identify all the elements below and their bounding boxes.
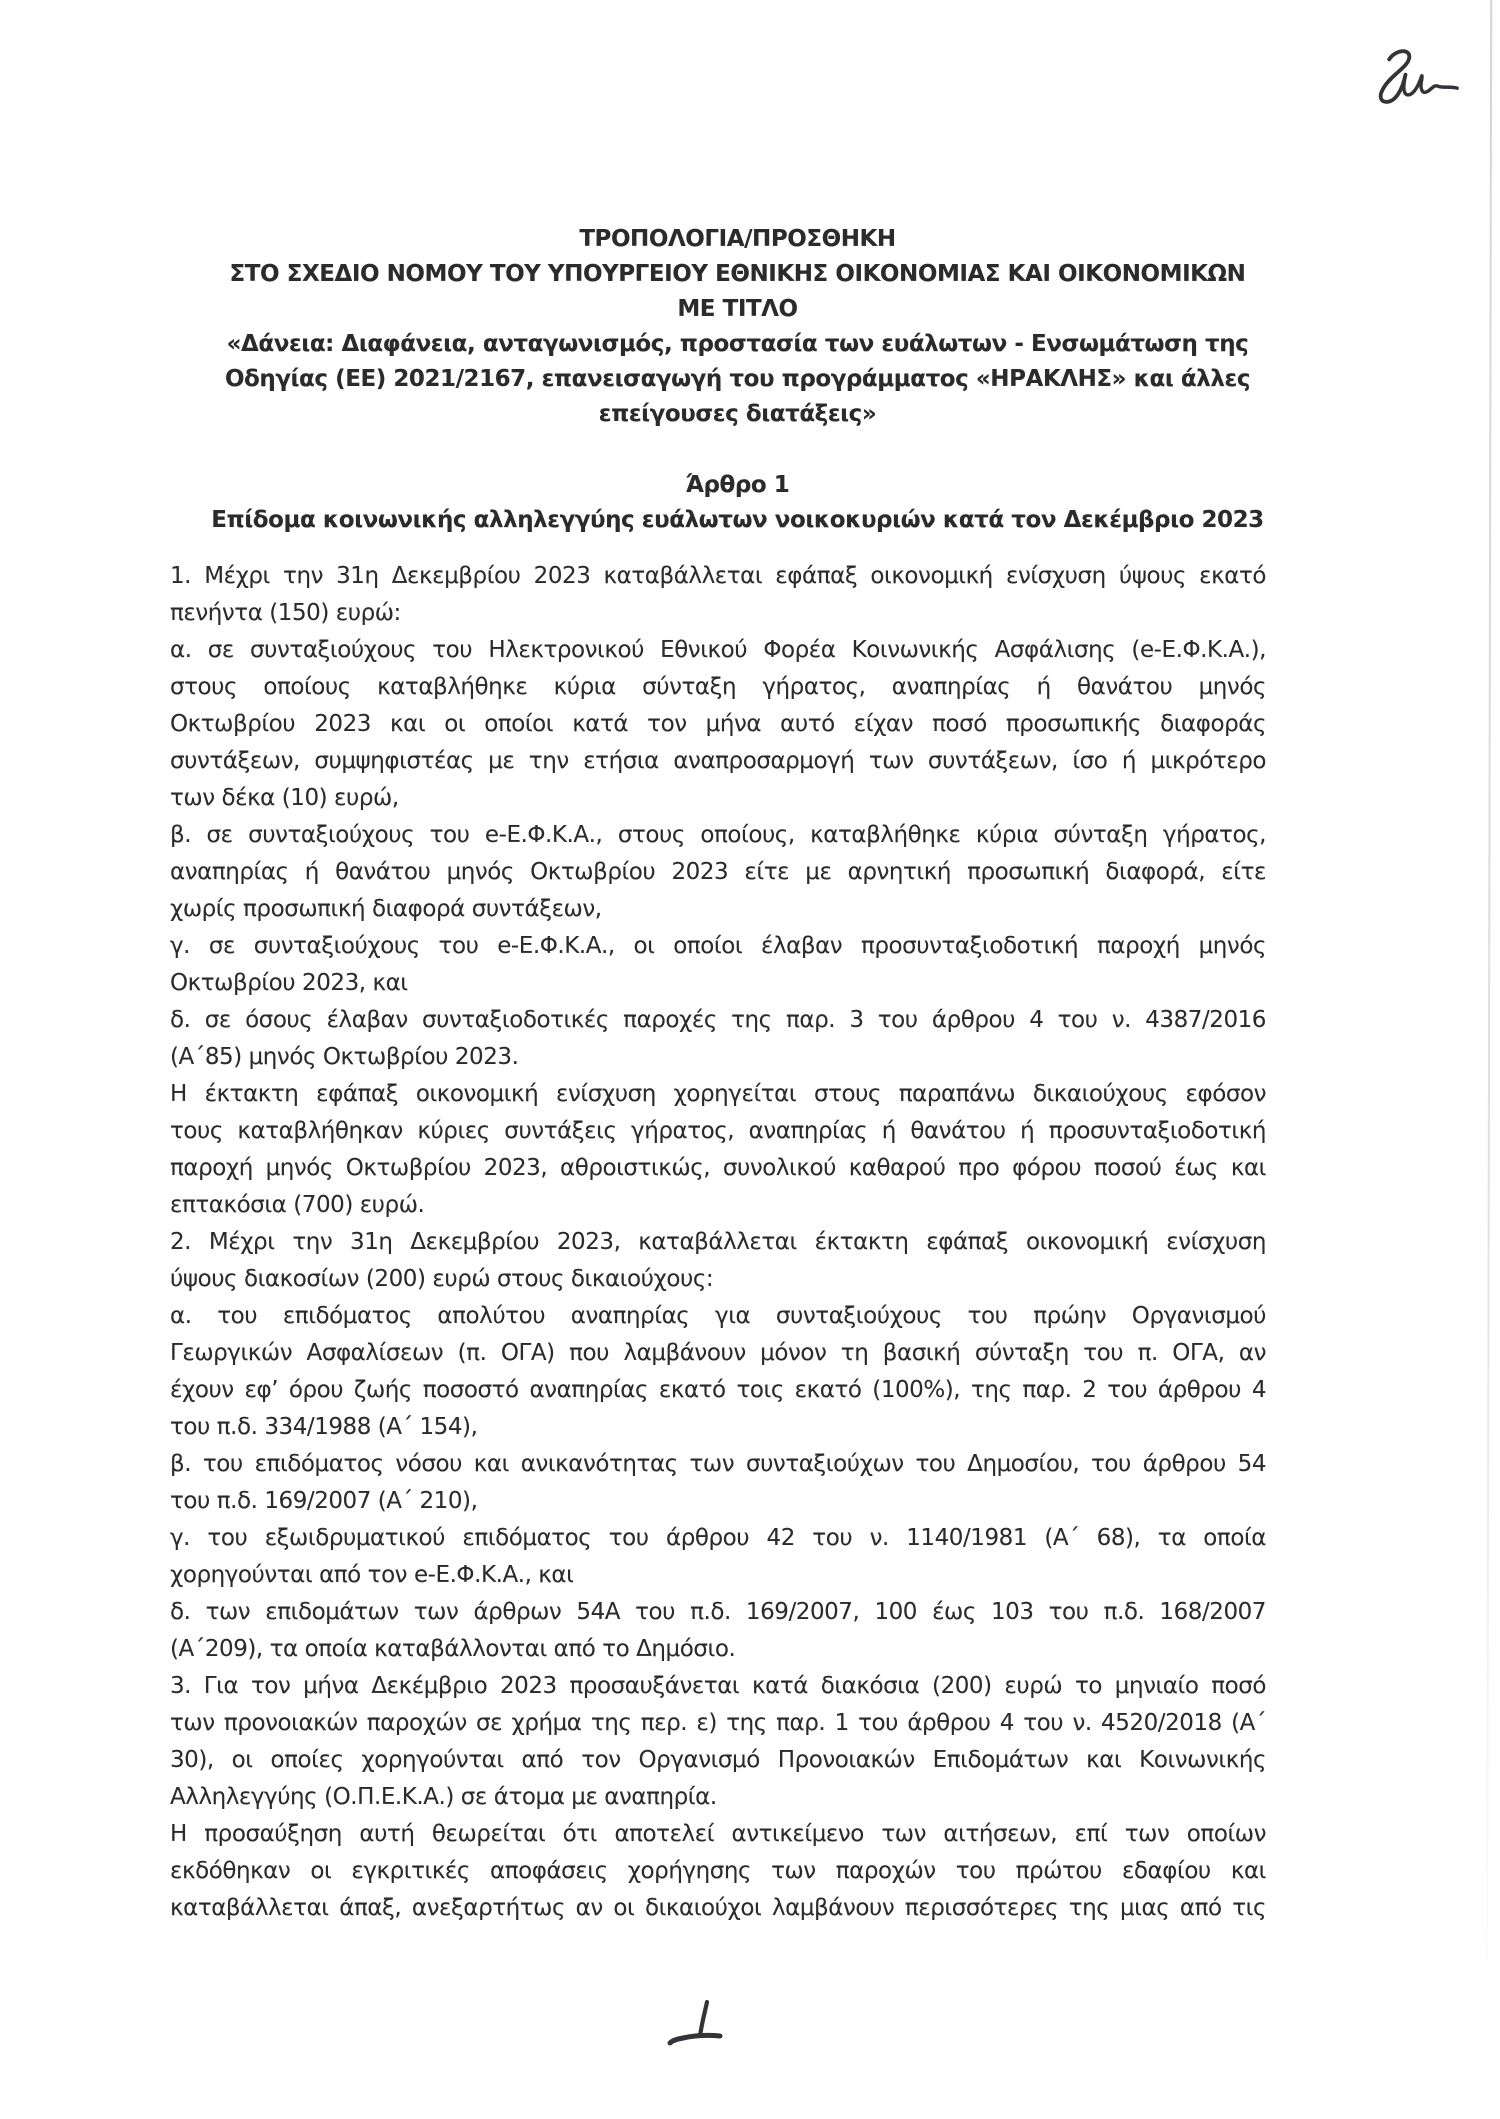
- article-title: Επίδομα κοινωνικής αλληλεγγύης ευάλωτων νοικοκυριών κατά τον Δεκέμβριο 2023: [211, 507, 1264, 533]
- body-text-line: πενήντα (150) ευρώ:: [170, 600, 401, 626]
- body-text-line: 3. Για τον μήνα Δεκέμβριο 2023 προσαυξάνεται κατά διακόσια (200) ευρώ το μηνιαίο ποσό: [170, 1673, 1266, 1699]
- document-title-block: [150, 222, 1325, 432]
- body-text-line: 2. Μέχρι την 31η Δεκεμβρίου 2023, καταβάλλεται έκτακτη εφάπαξ οικονομική ενίσχυση: [170, 1229, 1266, 1255]
- body-text-line: α. του επιδόματος απολύτου αναπηρίας για συνταξιούχους του πρώην Οργανισμού: [170, 1303, 1266, 1329]
- title-line: Οδηγίας (ΕΕ) 2021/2167, επανεισαγωγή του προγράμματος «ΗΡΑΚΛΗΣ» και άλλες: [224, 366, 1251, 392]
- body-text-line: συντάξεων, συμψηφιστέας με την ετήσια αναπροσαρμογή των συντάξεων, ίσο ή μικρότερο: [170, 748, 1266, 774]
- title-line: ΜΕ ΤΙΤΛΟ: [677, 296, 798, 322]
- body-text-line: Αλληλεγγύης (Ο.Π.Ε.Κ.Α.) σε άτομα με αναπηρία.: [170, 1784, 717, 1810]
- body-text-line: έχουν εφ’ όρου ζωής ποσοστό αναπηρίας εκατό τοις εκατό (100%), της παρ. 2 του άρθρου 4: [170, 1377, 1266, 1403]
- title-line: «Δάνεια: Διαφάνεια, ανταγωνισμός, προστασία των ευάλωτων - Ενσωμάτωση της: [226, 331, 1249, 357]
- body-text-line: των προνοιακών παροχών σε χρήμα της περ. ε) της παρ. 1 του άρθρου 4 του ν. 4520/2018 (Α΄: [170, 1710, 1266, 1736]
- article-body-text: [170, 558, 1266, 1927]
- body-text-line: 30), οι οποίες χορηγούνται από τον Οργανισμό Προνοιακών Επιδομάτων και Κοινωνικής: [170, 1747, 1266, 1773]
- handwritten-initials-icon: [1368, 46, 1464, 113]
- body-text-line: (Α΄209), τα οποία καταβάλλονται από το Δημόσιο.: [170, 1636, 736, 1662]
- body-text-line: του π.δ. 169/2007 (Α΄ 210),: [170, 1488, 478, 1514]
- body-text-line: γ. σε συνταξιούχους του e-Ε.Φ.Κ.Α., οι οποίοι έλαβαν προσυνταξιοδοτική παροχή μηνός: [170, 933, 1266, 959]
- scan-artifact-line: [1486, 0, 1492, 2110]
- body-text-line: στους οποίους καταβλήθηκε κύρια σύνταξη γήρατος, αναπηρίας ή θανάτου μηνός: [170, 674, 1266, 700]
- title-line: ΤΡΟΠΟΛΟΓΙΑ/ΠΡΟΣΘΗΚΗ: [579, 226, 896, 252]
- body-text-line: επτακόσια (700) ευρώ.: [170, 1192, 425, 1218]
- body-text-line: Η προσαύξηση αυτή θεωρείται ότι αποτελεί αντικείμενο των αιτήσεων, επί των οποίων: [170, 1821, 1266, 1847]
- body-text-line: Οκτωβρίου 2023, και: [170, 970, 408, 996]
- body-text-line: χορηγούνται από τον e-Ε.Φ.Κ.Α., και: [170, 1562, 574, 1588]
- body-text-line: (Α΄85) μηνός Οκτωβρίου 2023.: [170, 1044, 519, 1070]
- body-text-line: β. σε συνταξιούχους του e-Ε.Φ.Κ.Α., στους οποίους, καταβλήθηκε κύρια σύνταξη γήρατος,: [170, 822, 1266, 848]
- body-text-line: ύψους διακοσίων (200) ευρώ στους δικαιούχους:: [170, 1266, 714, 1292]
- body-text-line: Οκτωβρίου 2023 και οι οποίοι κατά τον μήνα αυτό είχαν ποσό προσωπικής διαφοράς: [170, 711, 1266, 737]
- body-text-line: α. σε συνταξιούχους του Ηλεκτρονικού Εθνικού Φορέα Κοινωνικής Ασφάλισης (e-Ε.Φ.Κ.Α.),: [170, 637, 1266, 663]
- article-number: Άρθρο 1: [685, 472, 790, 498]
- body-text-line: τους καταβλήθηκαν κύριες συντάξεις γήρατος, αναπηρίας ή θανάτου ή προσυνταξιοδοτική: [170, 1118, 1266, 1144]
- body-text-line: Γεωργικών Ασφαλίσεων (π. ΟΓΑ) που λαμβάνουν μόνον τη βασική σύνταξη του π. ΟΓΑ, αν: [170, 1340, 1266, 1366]
- body-text-line: γ. του εξωιδρυματικού επιδόματος του άρθρου 42 του ν. 1140/1981 (Α΄ 68), τα οποία: [170, 1525, 1266, 1551]
- title-line: επείγουσες διατάξεις»: [598, 401, 877, 427]
- body-text-line: χωρίς προσωπική διαφορά συντάξεων,: [170, 896, 602, 922]
- body-text-line: του π.δ. 334/1988 (Α΄ 154),: [170, 1414, 478, 1440]
- body-text-line: 1. Μέχρι την 31η Δεκεμβρίου 2023 καταβάλλεται εφάπαξ οικονομική ενίσχυση ύψους εκατό: [170, 563, 1266, 589]
- body-text-line: των δέκα (10) ευρώ,: [170, 785, 399, 811]
- body-text-line: β. του επιδόματος νόσου και ανικανότητας των συνταξιούχων του Δημοσίου, του άρθρου 54: [170, 1451, 1266, 1477]
- body-text-line: καταβάλλεται άπαξ, ανεξαρτήτως αν οι δικαιούχοι λαμβάνουν περισσότερες της μιας από τις: [170, 1895, 1266, 1921]
- body-text-line: Η έκτακτη εφάπαξ οικονομική ενίσχυση χορηγείται στους παραπάνω δικαιούχους εφόσον: [170, 1081, 1266, 1107]
- body-text-line: εκδόθηκαν οι εγκριτικές αποφάσεις χορήγησης των παροχών του πρώτου εδαφίου και: [170, 1858, 1266, 1884]
- body-text-line: δ. των επιδομάτων των άρθρων 54Α του π.δ. 169/2007, 100 έως 103 του π.δ. 168/2007: [170, 1599, 1266, 1625]
- body-text-line: παροχή μηνός Οκτωβρίου 2023, αθροιστικώς, συνολικού καθαρού προ φόρου ποσού έως και: [170, 1155, 1266, 1181]
- article-heading-block: [150, 468, 1325, 538]
- title-line: ΣΤΟ ΣΧΕΔΙΟ ΝΟΜΟΥ ΤΟΥ ΥΠΟΥΡΓΕΙΟΥ ΕΘΝΙΚΗΣ ΟΙΚΟΝΟΜΙΑΣ ΚΑΙ ΟΙΚΟΝΟΜΙΚΩΝ: [229, 261, 1246, 287]
- handwritten-page-number: [663, 1995, 725, 2050]
- body-text-line: δ. σε όσους έλαβαν συνταξιοδοτικές παροχές της παρ. 3 του άρθρου 4 του ν. 4387/2016: [170, 1007, 1266, 1033]
- body-text-line: αναπηρίας ή θανάτου μηνός Οκτωβρίου 2023 είτε με αρνητική προσωπική διαφορά, είτε: [170, 859, 1266, 885]
